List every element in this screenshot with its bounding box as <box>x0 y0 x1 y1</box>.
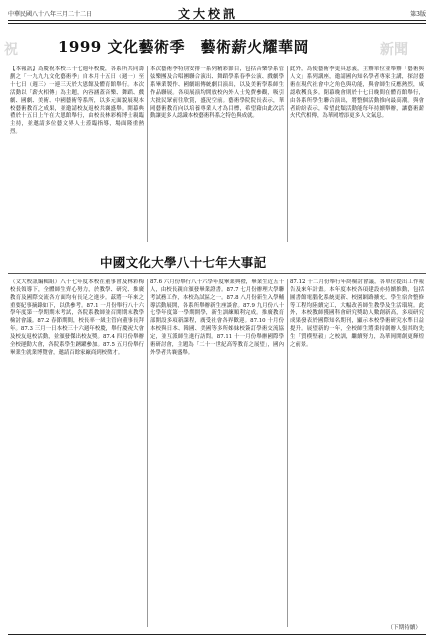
column-divider <box>147 279 148 627</box>
ghost-text-right: 新聞 <box>380 42 408 58</box>
masthead-page-number: 第3版 <box>410 11 426 18</box>
ghost-text-left: 祝 <box>4 42 18 58</box>
chronicle-headline: 中國文化大學八十七年大事記 <box>100 255 267 270</box>
bottom-rule <box>8 634 426 635</box>
chronicle-column-3: 87.12 十二月份舉行年終檢討會議，各單位提出工作報告及來年計畫。本年度本校各項建設亦持續推動，包括圖書館電腦化系統更新、校園網路擴充、學生宿舍整修等工程均陸續完工，大幅改善師生教學及生活環境。此外，本校教師獲國科會研究獎助人數創新高，多項研究成果發表於國際知名期刊，顯示本校學術研究水準日益提升。展望新的一年，全校師生將秉持創辦人張其昀先生「質樸堅毅」之校訓，繼續努力，為華岡開創更輝煌之前景。 <box>290 279 424 348</box>
masthead-date: 中華民國八十八年三月二十二日 <box>8 11 93 18</box>
article-column-2: 本次藝術季特別安排一系列精彩節目，包括音樂學系管弦樂團及合唱團聯合演出、舞蹈學系春季公演、戲劇學系畢業製作、國劇組傳統劇目演出，以及美術學系師生作品聯展。各項展演均開放校內外人士免費參觀，吸引大批民眾前往欣賞，盛況空前。藝術學院院長表示，華岡藝術教育向以培養專業人才為目標，希望藉由此次活動讓更多人認識本校藝術科系之特色與成就。 <box>150 66 284 120</box>
chronicle-body <box>10 279 424 631</box>
article-column-3: 此外，為使藝術季更具意義，主辦單位並舉辦「藝術與人文」系列講座，邀請國內知名學者專家主講，探討藝術在現代社會中之角色與功能，與會師生反應熱烈，咸認收穫良多。閉幕晚會則於十七日晚間在體育館舉行，由各系所學生聯合演出，將整個活動推向最高潮。與會者紛紛表示，希望此類活動能每年持續舉辦，讓藝術薪火代代相傳，為華岡增添更多人文氣息。 <box>290 66 424 120</box>
article-column-1: 【本報訊】為慶祝本校三十七週年校慶，各系所共同籌劃之「一九九九文化藝術季」自本月十五日（週一）至十七日（週三）一連三天於大恩館及體育館舉行。本次活動以「薪火相傳」為主題，內容涵蓋音樂、舞蹈、戲劇、國劇、美術、中國藝術等系所，以多元面貌展現本校藝術教育之成果，並邀請校友返校共襄盛舉。開幕典禮於十五日上午在大恩館舉行，由校長林彩梅博士親臨主持，並邀請多位藝文界人士蒞臨指導，場面隆重熱烈。 <box>10 66 144 136</box>
masthead-title: 文大校訊 <box>178 7 239 21</box>
to-be-continued-note: （下期待續） <box>387 625 421 631</box>
column-divider <box>287 279 288 627</box>
column-divider <box>287 66 288 242</box>
masthead-rule <box>8 23 426 24</box>
chronicle-column-1: （文大校訊編輯組）八十七年度本校在董事會及林彩梅校長領導下，全體師生齊心努力，於教學、研究、推廣教育及國際交流各方面均有長足之進步。茲將一年來之重要紀事摘錄如下，以供參考。87.1 一月份舉行八十六學年度第一學期期末考試，各院系教師並召開期末教學檢討會議。87.2 春節期間，校長率一級主管向董事長拜年。87.3 三月一日本校三十六週年校慶，舉行慶祝大會及校友返校活動，並頒發傑出校友獎。87.4 四月份舉辦全校運動大會，各院系學生踴躍參加。87.5 五月份舉行畢業生就業博覽會，邀請百餘家廠商到校徵才。 <box>10 279 144 356</box>
article-body <box>10 66 424 246</box>
masthead <box>8 5 426 21</box>
chronicle-column-2: 87.6 六月份舉行八十六學年度畢業典禮，畢業生近五千人，由校長親自頒發畢業證書。87.7 七月份辦理大學聯考試務工作，本校為試區之一。87.8 八月份新生入學輔導活動展開，各系所舉辦新生座談會。87.9 九月份八十七學年度第一學期開學，新生訓練順利完成。推廣教育部開設多項新課程，廣受社會各界歡迎。87.10 十月份本校與日本、韓國、美國等多所姊妹校簽訂學術交流協定，並互派師生進行訪問。87.11 十一月份舉辦國際學術研討會，主題為「二十一世紀高等教育之展望」，國內外學者共襄盛舉。 <box>150 279 284 356</box>
column-divider <box>147 66 148 242</box>
section-rule <box>8 273 426 274</box>
headline: 1999 文化藝術季 藝術薪火耀華岡 <box>58 38 309 56</box>
